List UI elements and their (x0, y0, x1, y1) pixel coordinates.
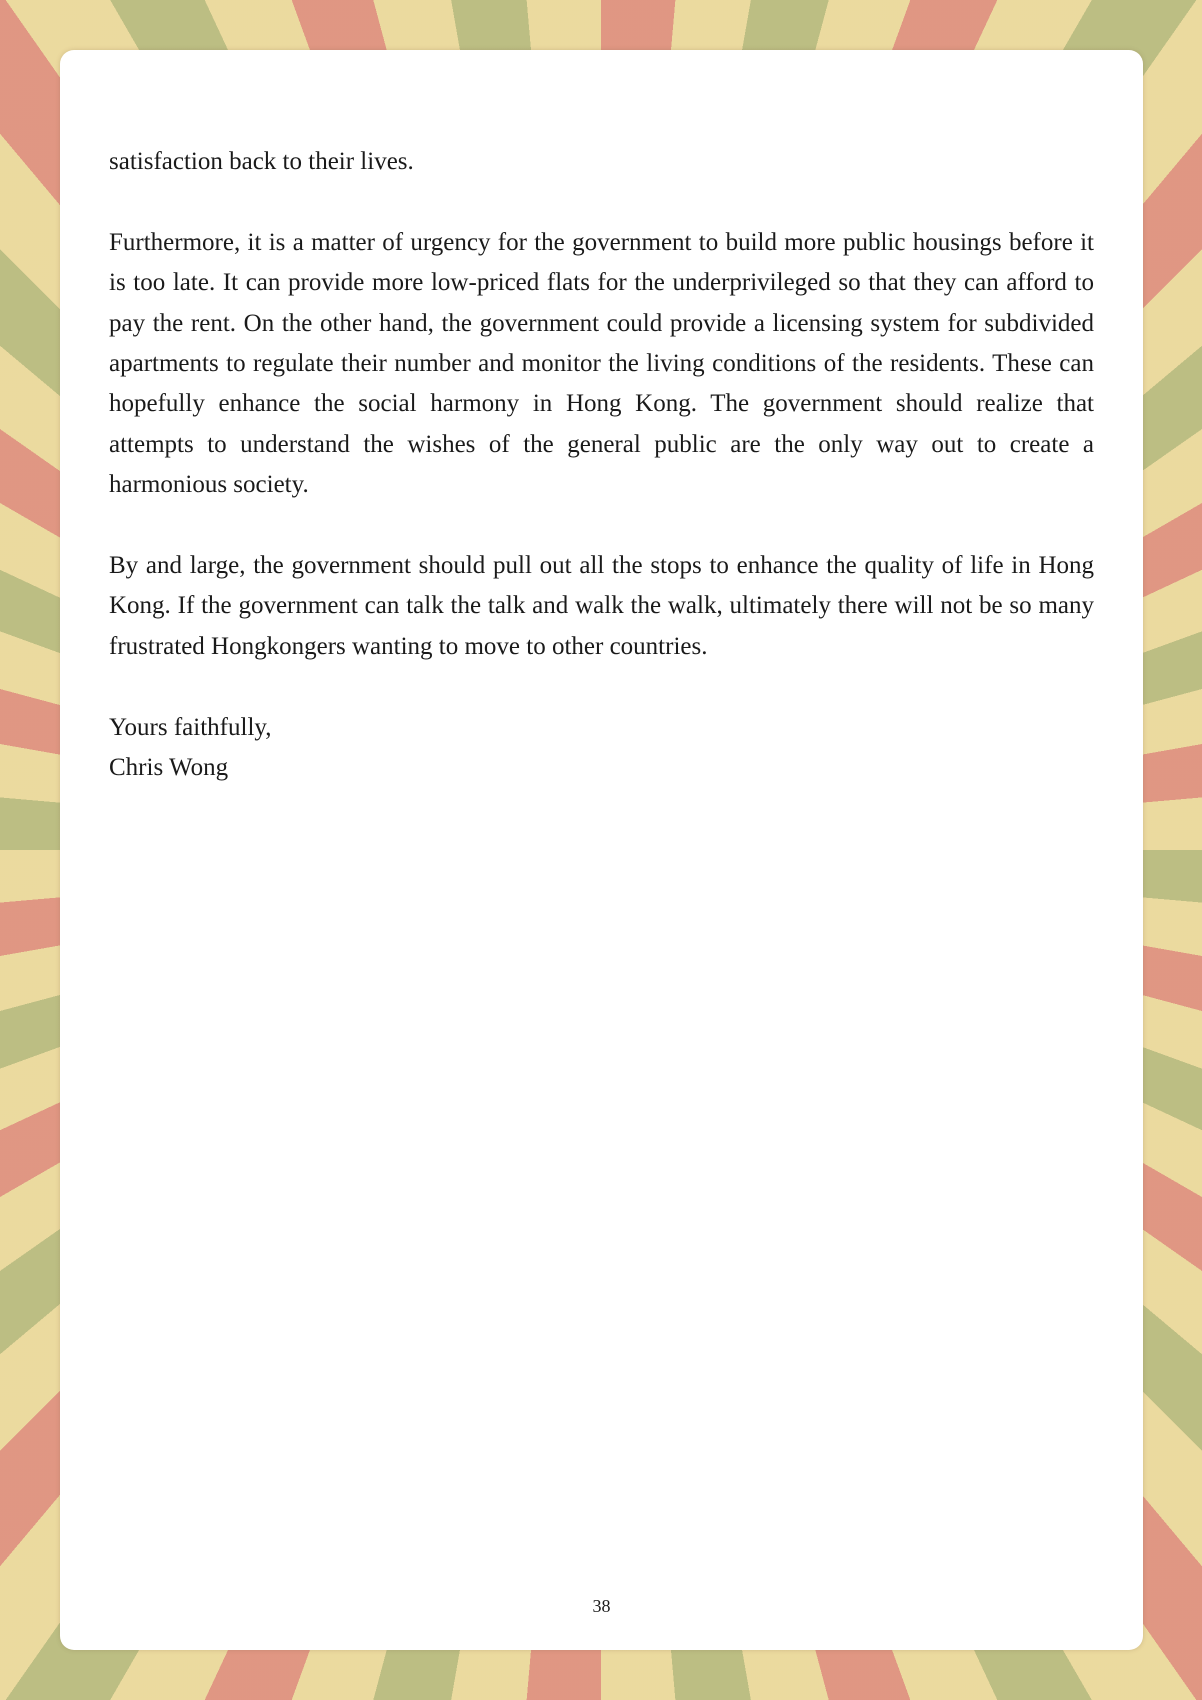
closing-salutation: Yours faithfully, (109, 713, 272, 741)
page-number: 38 (592, 1596, 611, 1616)
letter-body (109, 142, 1094, 788)
paragraph-conclusion: By and large, the government should pull out all the stops to enhance the quality of life in Hong Kong. If the government can talk the talk and walk the walk, ultimately there will not be so many frustrated Hongkongers wanting to move to other countries. (109, 552, 1094, 660)
page-sheet (60, 50, 1143, 1650)
paragraph-continuation: satisfaction back to their lives. (109, 148, 414, 175)
paragraph-public-housing: Furthermore, it is a matter of urgency for the government to build more public housings before it is too late. It can provide more low-priced flats for the underprivileged so that they can afford to pay the rent. On the other hand, the government could provide a licensing system for subdivided apartments to regulate their number and monitor the living conditions of the residents. These can hopefully enhance the social harmony in Hong Kong. The government should realize that attempts to understand the wishes of the general public are the only way out to create a harmonious society. (109, 228, 1094, 499)
signature-name: Chris Wong (109, 754, 229, 782)
